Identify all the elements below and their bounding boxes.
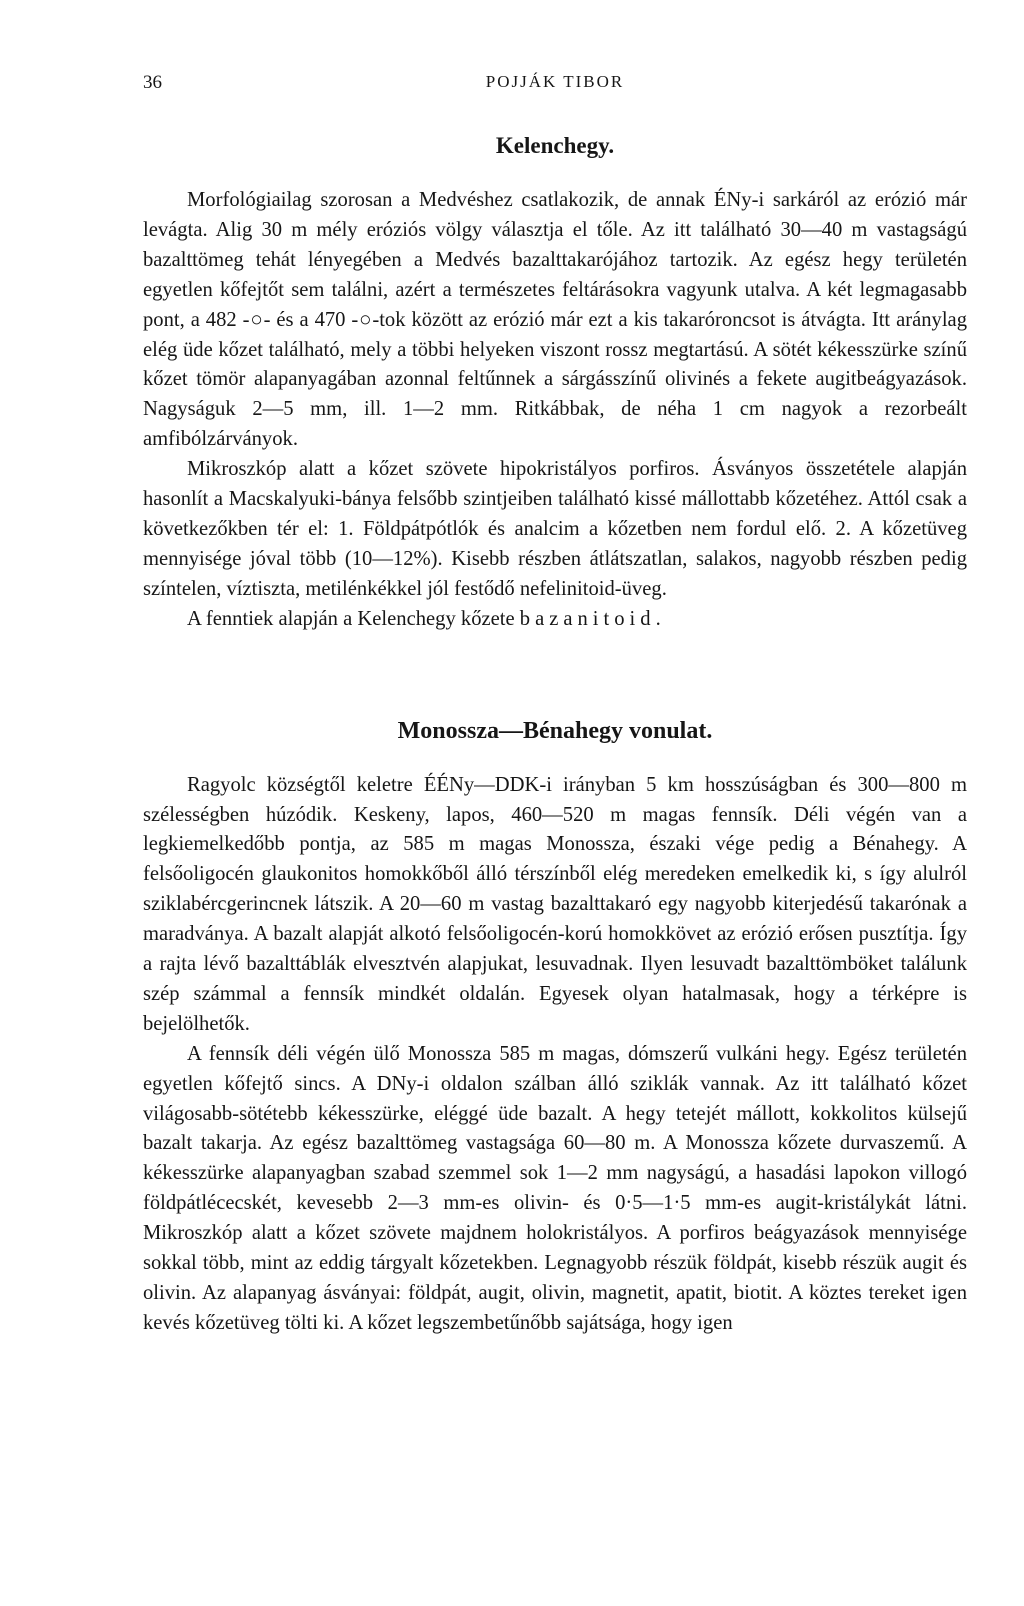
section-monossza-benahegy: [143, 711, 967, 1339]
page-number: 36: [143, 72, 162, 93]
running-head: POJJÁK TIBOR: [485, 72, 625, 91]
conclusion-paragraph: [143, 605, 967, 635]
paragraph: A fennsík déli végén ülő Monossza 585 m magas, dómszerű vulkáni hegy. Egész területén egyetlen kőfejtő sincs. A DNy-i oldalon szálban álló sziklák vannak. Az itt található kőzet világosabb-sötétebb kékesszürke, eléggé üde bazalt. A hegy tetejét mállott, kokkolitos külsejű bazalt takarja. Az egész bazalttömeg vastagsága 60—80 m. A Monossza kőzete durvaszemű. A kékesszürke alapanyagban szabad szemmel sok 1—2 mm nagyságú, a hasadási lapokon villogó földpátlécecskét, kevesebb 2—3 mm-es olivin- és 0·5—1·5 mm-es augit-kristálykát látni. Mikroszkóp alatt a kőzet szövete majdnem holokristályos. A porfiros beágyazások mennyisége sokkal több, mint az eddig tárgyalt kőzetekben. Legnagyobb részük földpát, kisebb részük augit és olivin. Az alapanyag ásványai: földpát, augit, olivin, magnetit, apatit, biotit. A köztes tereket igen kevés kőzetüveg tölti ki. A kőzet legszembetűnőbb sajátsága, hogy igen: [143, 1042, 967, 1334]
section-title: Monossza—Bénahegy vonulat.: [397, 717, 713, 744]
conclusion-prefix: A fenntiek alapján a Kelenchegy kőzete: [187, 607, 520, 630]
rock-type-term: bazanitoid: [519, 607, 656, 630]
conclusion-suffix: .: [655, 607, 661, 630]
section-title: Kelenchegy.: [495, 133, 615, 158]
paragraph: Ragyolc községtől keletre ÉÉNy—DDK-i irányban 5 km hosszúságban és 300—800 m szélességben húzódik. Keskeny, lapos, 460—520 m magas fennsík. Déli végén van a legkiemelkedőbb pontja, az 585 m magas Monossza, északi vége pedig a Bénahegy. A felsőoligocén glaukonitos homokkőből álló térszínből elég meredeken emelkedik ki, s így alulról sziklabércgerincnek látszik. A 20—60 m vastag bazalttakaró egy nagyobb kiterjedésű takarónak a maradványa. A bazalt alapját alkotó felsőoligocén-korú homokkövet az erózió erősen pusztítja. Így a rajta lévő bazalttáblák elvesztvén alapjukat, lesuvadnak. Ilyen lesuvadt bazalttömböket találunk szép számmal a fennsík mindkét oldalán. Egyesek olyan hatalmasak, hogy a térképre is bejelölhetők.: [143, 773, 967, 1035]
paragraph: Mikroszkóp alatt a kőzet szövete hipokristályos porfiros. Ásványos összetétele alapján hasonlít a Macskalyuki-bánya felsőbb szintjeiben található kissé mállottabb kőzetéhez. Attól csak a következőkben tér el: 1. Földpátpótlók és analcim a kőzetben nem fordul elő. 2. A kőzetüveg mennyisége jóval több (10—12%). Kisebb részben átlátszatlan, salakos, nagyobb részben pedig színtelen, víztiszta, metilénkékkel jól festődő nefelinitoid-üveg.: [143, 458, 967, 600]
page-header: [143, 72, 967, 102]
section-kelenchegy: [143, 126, 967, 635]
page-body: [143, 126, 967, 1339]
paragraph: Morfológiailag szorosan a Medvéshez csatlakozik, de annak ÉNy-i sarkáról az erózió már levágta. Alig 30 m mély eróziós völgy választja el tőle. Az itt található 30—40 m vastagságú bazalttömeg tehát lényegében a Medvés bazalttakarójához tartozik. Az egész hegy területén egyetlen kőfejtőt sem találni, azért a természetes feltárásokra vagyunk utalva. A két legmagasabb pont, a 482 -○- és a 470 -○-tok között az erózió már ezt a kis takaróroncsot is átvágta. Itt aránylag elég üde kőzet található, mely a többi helyeken viszont rossz megtartású. A sötét kékesszürke színű kőzet tömör alapanyagában azonnal feltűnnek a sárgásszínű olivinés a fekete augitbeágyazások. Nagyságuk 2—5 mm, ill. 1—2 mm. Ritkábbak, de néha 1 cm nagyok a rezorbeált amfibólzárványok.: [143, 189, 967, 451]
